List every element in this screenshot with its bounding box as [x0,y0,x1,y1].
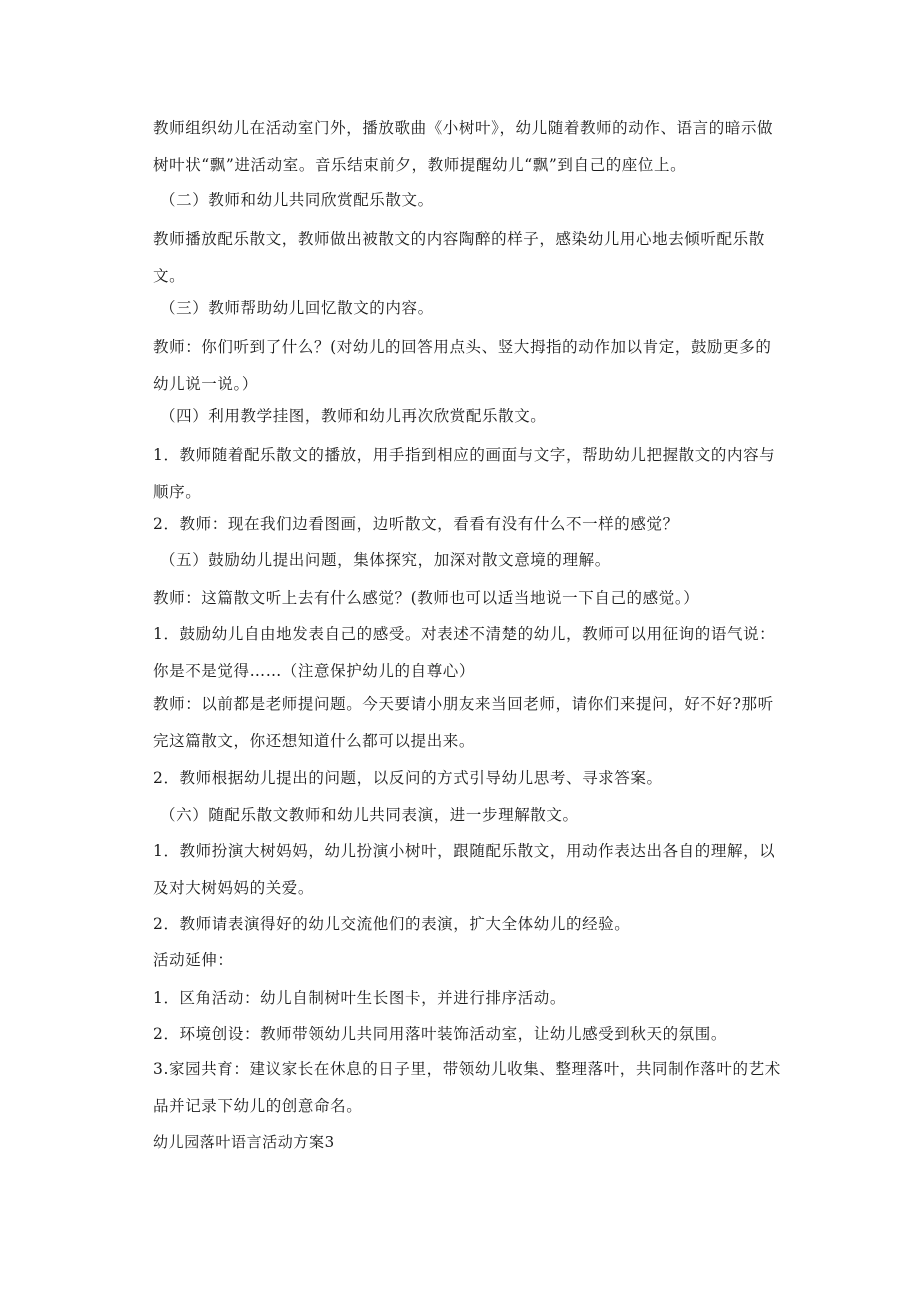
list-item-6-2: 2．教师请表演得好的幼儿交流他们的表演，扩大全体幼儿的经验。 [153,915,631,933]
section-heading-4: （四）利用教学挂图，教师和幼儿再次欣赏配乐散文。 [160,407,547,425]
list-item-5-2: 2．教师根据幼儿提出的问题，以反问的方式引导幼儿思考、寻求答案。 [153,769,663,787]
section-heading-5: （五）鼓励幼儿提出问题，集体探究，加深对散文意境的理解。 [160,551,611,569]
list-item-5-1: 1．鼓励幼儿自由地发表自己的感受。对表述不清楚的幼儿，教师可以用征询的语气说：你是不是觉得……（注意保护幼儿的自尊心） [153,625,776,680]
next-plan-title: 幼儿园落叶语言活动方案3 [153,1133,335,1151]
paragraph-teacher-question-2: 教师：这篇散文听上去有什么感觉？(教师也可以适当地说一下自己的感觉。） [153,589,700,607]
list-item-4-1: 1．教师随着配乐散文的播放，用手指到相应的画面与文字，帮助幼儿把握散文的内容与顺序。 [153,446,776,501]
extension-item-3: 3.家园共育：建议家长在休息的日子里，带领幼儿收集、整理落叶，共同制作落叶的艺术品并记录下幼儿的创意命名。 [153,1060,781,1115]
paragraph-listen: 教师播放配乐散文，教师做出被散文的内容陶醉的样子，感染幼儿用心地去倾听配乐散文。 [153,230,765,285]
extension-item-1: 1．区角活动：幼儿自制树叶生长图卡，并进行排序活动。 [153,989,566,1007]
paragraph-teacher-question-1: 教师：你们听到了什么？(对幼儿的回答用点头、竖大拇指的动作加以肯定，鼓励更多的幼儿说一说。） [153,338,772,393]
section-heading-6: （六）随配乐散文教师和幼儿共同表演，进一步理解散文。 [160,806,579,824]
paragraph-teacher-question-3: 教师：以前都是老师提问题。今天要请小朋友来当回老师，请你们来提问，好不好?那听完这篇散文，你还想知道什么都可以提出来。 [153,695,774,750]
extension-item-2: 2．环境创设：教师带领幼儿共同用落叶装饰活动室，让幼儿感受到秋天的氛围。 [153,1025,727,1043]
section-heading-3: （三）教师帮助幼儿回忆散文的内容。 [160,299,434,317]
paragraph-intro: 教师组织幼儿在活动室门外，播放歌曲《小树叶》，幼儿随着教师的动作、语言的暗示做树叶状“飘”进活动室。音乐结束前夕，教师提醒幼儿“飘”到自己的座位上。 [153,119,774,174]
section-heading-2: （二）教师和幼儿共同欣赏配乐散文。 [160,191,434,209]
extension-heading: 活动延伸： [153,951,234,969]
list-item-6-1: 1．教师扮演大树妈妈，幼儿扮演小树叶，跟随配乐散文，用动作表达出各自的理解，以及对大树妈妈的关爱。 [153,842,776,897]
list-item-4-2: 2．教师：现在我们边看图画，边听散文，看看有没有什么不一样的感觉？ [153,515,679,533]
